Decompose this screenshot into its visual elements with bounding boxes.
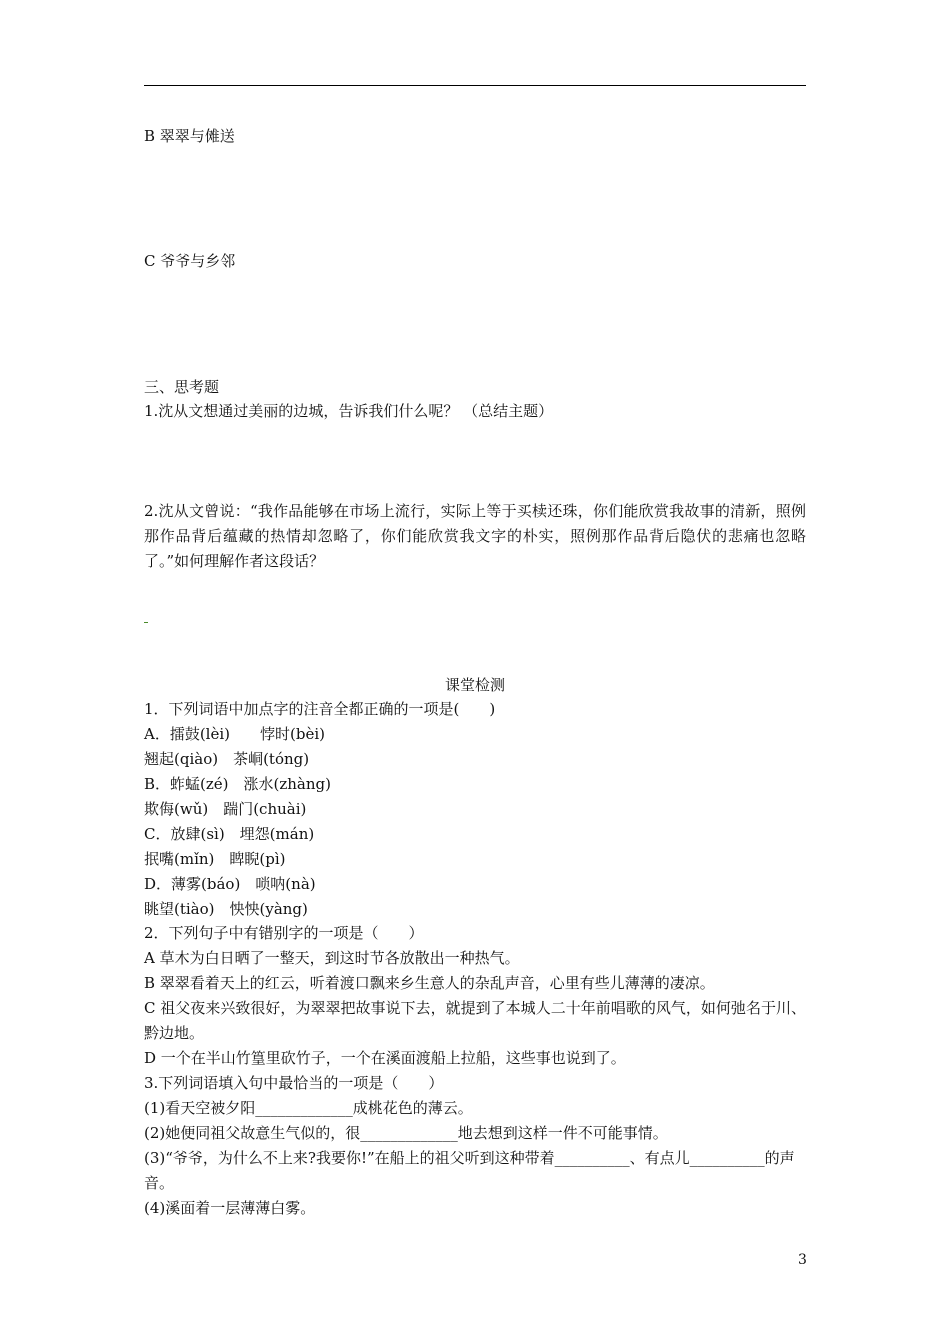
q3-sentence-4: (4)溪面着一层薄薄白雾。 [144, 1199, 316, 1217]
page-number: 3 [798, 1252, 807, 1268]
option-b: B 翠翠与傩送 [144, 127, 235, 145]
q1-option-d-line2: 眺望(tiào) 怏怏(yàng) [144, 900, 308, 918]
q3-stem: 3.下列词语填入句中最恰当的一项是（ ） [144, 1074, 444, 1092]
think-question-1: 1.沈从文想通过美丽的边城，告诉我们什么呢？ （总结主题） [144, 402, 554, 420]
q2-option-d: D 一个在半山竹篁里砍竹子，一个在溪面渡船上拉船，这些事也说到了。 [144, 1049, 626, 1067]
q3-sentence-3: (3)“爷爷，为什么不上来?我要你!”在船上的祖父听到这种带着__________、有点儿__________的声音。 [144, 1149, 795, 1192]
q3-sentence-1: (1)看天空被夕阳_____________成桃花色的薄云。 [144, 1099, 473, 1117]
q1-option-b-line1: B．蚱蜢(zé) 涨水(zhàng) [144, 775, 331, 793]
q3-sentence-2: (2)她便同祖父故意生气似的，很_____________地去想到这样一件不可能事情。 [144, 1124, 668, 1142]
section-heading: 三、思考题 [144, 378, 220, 396]
q1-stem: 1．下列词语中加点字的注音全都正确的一项是( ) [144, 700, 496, 718]
green-mark [144, 622, 148, 623]
q2-option-c: C 祖父夜来兴致很好，为翠翠把故事说下去，就提到了本城人二十年前唱歌的风气，如何弛名于川、黔边地。 [144, 999, 806, 1042]
test-title: 课堂检测 [444, 676, 505, 694]
q1-option-b-line2: 欺侮(wǔ) 踹门(chuài) [144, 800, 307, 818]
q1-option-c-line1: C．放肆(sì) 埋怨(mán) [144, 825, 315, 843]
q2-option-b: B 翠翠看着天上的红云，听着渡口飘来乡生意人的杂乱声音，心里有些儿薄薄的凄凉。 [144, 974, 715, 992]
q1-option-a-line1: A．擂鼓(lèi) 悖时(bèi) [144, 725, 325, 743]
option-c: C 爷爷与乡邻 [144, 252, 236, 270]
q1-option-a-line2: 翘起(qiào) 茶峒(tóng) [144, 750, 310, 768]
think-question-2: 2.沈从文曾说：“我作品能够在市场上流行，实际上等于买椟还珠，你们能欣赏我故事的清新，照例那作品背后蕴藏的热情却忽略了，你们能欣赏我文字的朴实，照例那作品背后隐伏的悲痛也忽略了。”如何理解作者这段话？ [144, 502, 806, 570]
q1-option-c-line2: 抿嘴(mǐn) 睥睨(pì) [144, 850, 286, 868]
q2-stem: 2．下列句子中有错别字的一项是（ ） [144, 924, 424, 942]
q2-option-a: A 草木为白日晒了一整天，到这时节各放散出一种热气。 [144, 949, 520, 967]
q1-option-d-line1: D．薄雾(báo) 唢呐(nà) [144, 875, 316, 893]
header-rule [144, 85, 806, 86]
